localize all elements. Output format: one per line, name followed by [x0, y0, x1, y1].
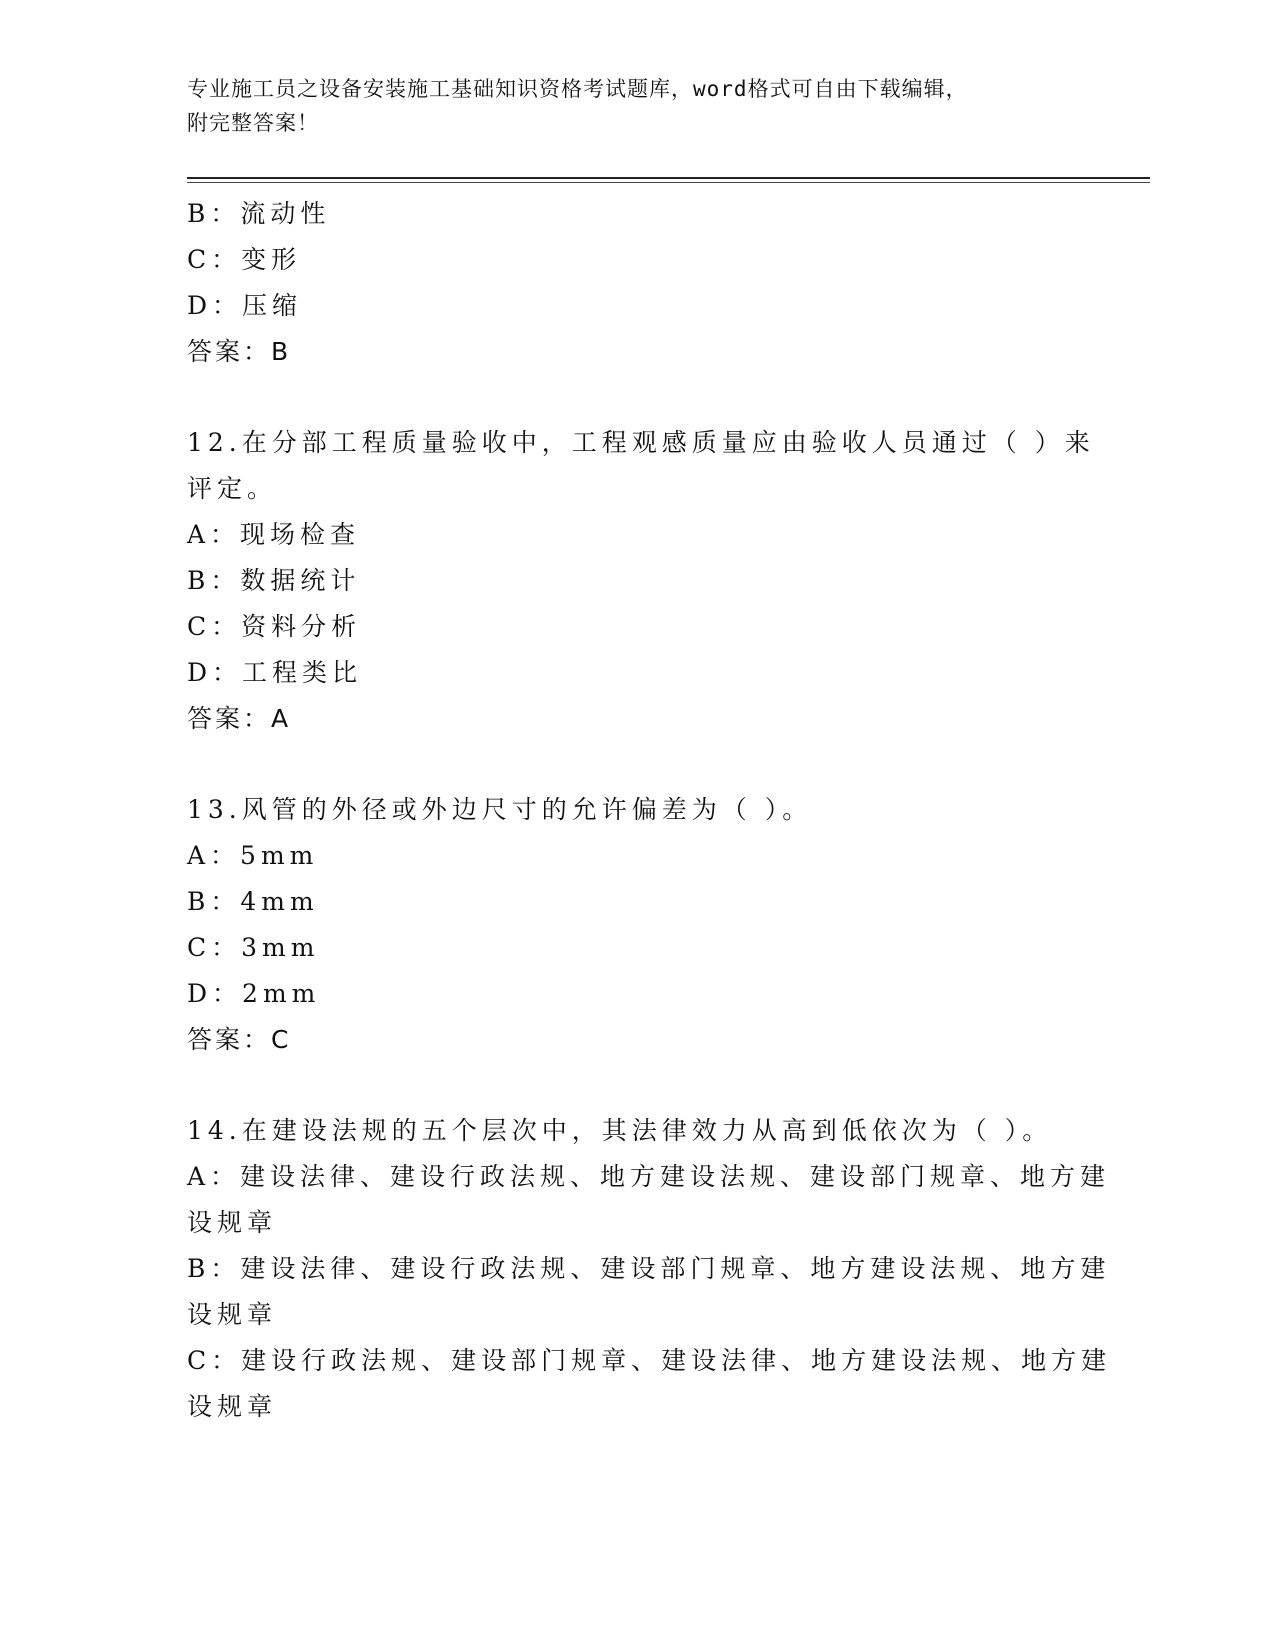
option-b-continued: 设规章: [187, 1300, 278, 1329]
answer-line: 答案：A: [187, 704, 292, 733]
question-stem: 14.在建设法规的五个层次中，其法律效力从高到低依次为（ ）。: [187, 1116, 1053, 1145]
header-divider-thin: [187, 182, 1150, 183]
option-c: C：资料分析: [187, 612, 362, 641]
document-header: [187, 72, 1087, 140]
option-c: C：3mm: [187, 933, 320, 962]
option-d: D：2mm: [187, 979, 321, 1008]
option-a: A：5mm: [187, 841, 319, 870]
question-fragment: [187, 191, 1087, 375]
option-a-continued: 设规章: [187, 1208, 278, 1237]
question-14: [187, 1108, 1112, 1430]
option-c: C：变形: [187, 245, 302, 274]
option-d: D：工程类比: [187, 658, 363, 687]
option-c: C：建设行政法规、建设部门规章、建设法律、地方建设法规、地方建: [187, 1346, 1112, 1375]
option-d: D：压缩: [187, 291, 303, 320]
spacer: [187, 742, 1087, 787]
option-b: B：流动性: [187, 199, 331, 228]
option-b: B：建设法律、建设行政法规、建设部门规章、地方建设法规、地方建: [187, 1254, 1111, 1283]
option-b: B：数据统计: [187, 566, 361, 595]
option-b: B：4mm: [187, 887, 319, 916]
option-a: A：现场检查: [187, 520, 361, 549]
header-line-2: 附完整答案！: [187, 111, 319, 135]
option-a: A：建设法律、建设行政法规、地方建设法规、建设部门规章、地方建: [187, 1162, 1111, 1191]
question-list: [187, 191, 1112, 1430]
question-stem: 12.在分部工程质量验收中，工程观感质量应由验收人员通过（ ）来: [187, 428, 1095, 457]
answer-line: 答案：C: [187, 1025, 292, 1054]
question-12: [187, 420, 1095, 742]
question-stem-continued: 评定。: [187, 474, 278, 503]
answer-line: 答案：B: [187, 337, 292, 366]
header-line-1: 专业施工员之设备安装施工基础知识资格考试题库，word格式可自由下载编辑，: [187, 77, 968, 101]
question-stem: 13.风管的外径或外边尺寸的允许偏差为（ ）。: [187, 795, 813, 824]
spacer: [187, 1063, 1087, 1108]
option-c-continued: 设规章: [187, 1392, 278, 1421]
question-13: [187, 787, 1087, 1063]
header-divider-thick: [187, 177, 1150, 179]
spacer: [187, 375, 1087, 420]
